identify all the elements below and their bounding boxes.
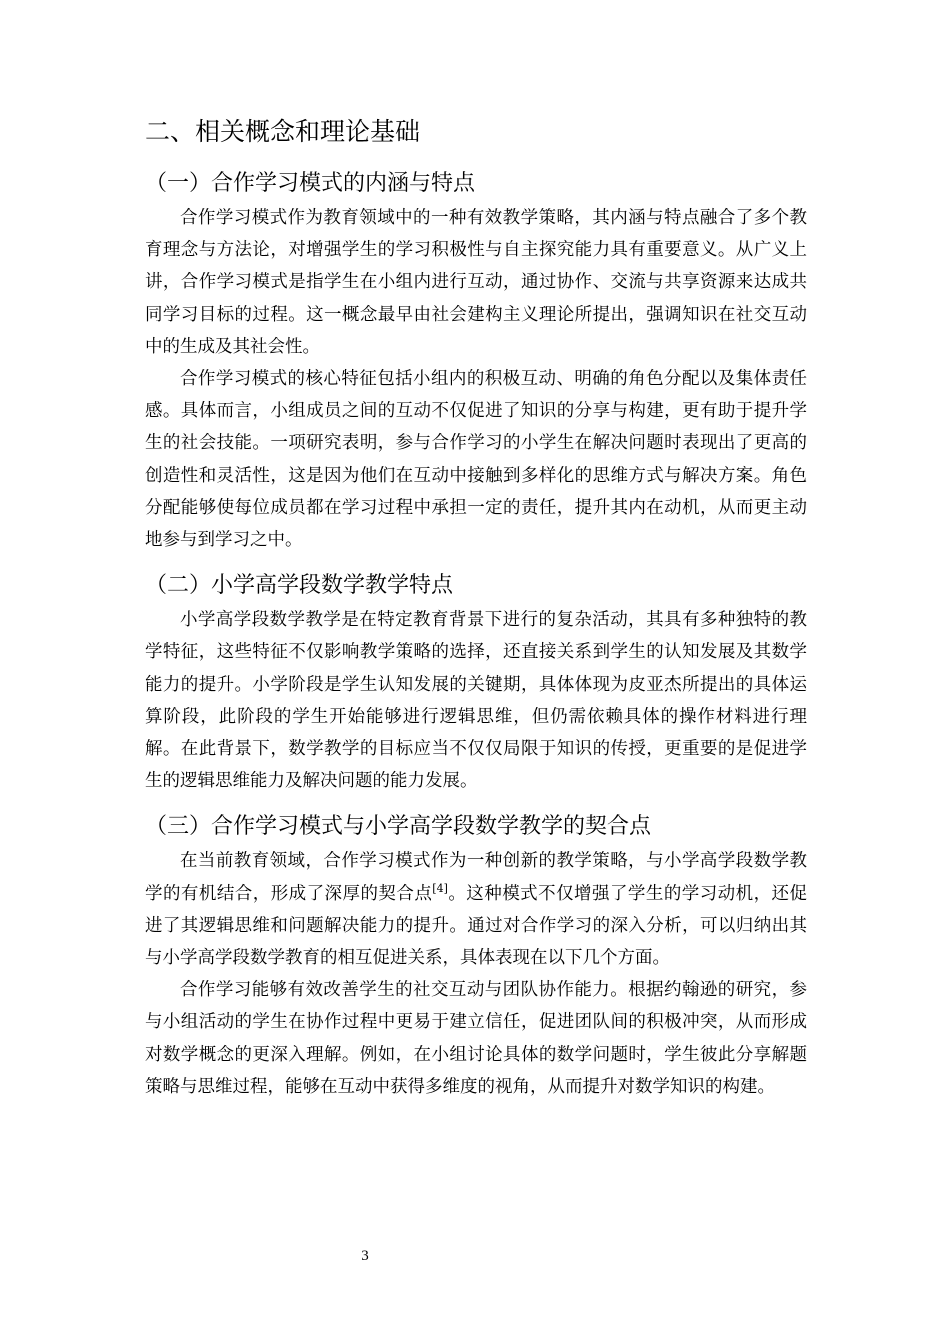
paragraph-text: 在当前教育领域，合作学习模式作为一种创新的教学策略，与小学高学段数学教学的有机结合，形成了深厚的契合点 bbox=[145, 851, 807, 904]
paragraph-text: 。这种模式不仅增强了学生的学习动机，还促进了其逻辑思维和问题解决能力的提升。通过对合作学习的深入分析，可以归纳出其与小学高学段数学教育的相互促进关系，具体表现在以下几个方面。 bbox=[145, 883, 808, 969]
page-number: 3 bbox=[361, 1248, 369, 1264]
paragraph-1-2: 合作学习模式的核心特征包括小组内的积极互动、明确的角色分配以及集体责任感。具体而言，小组成员之间的互动不仅促进了知识的分享与构建，更有助于提升学生的社会技能。一项研究表明，参与合作学习的小学生在解决问题时表现出了更高的创造性和灵活性，这是因为他们在互动中接触到多样化的思维方式与解决方案。角色分配能够使每位成员都在学习过程中承担一定的责任，提升其内在动机，从而更主动地参与到学习之中。 bbox=[145, 369, 807, 551]
paragraph-1-1: 合作学习模式作为教育领域中的一种有效教学策略，其内涵与特点融合了多个教育理念与方法论，对增强学生的学习积极性与自主探究能力具有重要意义。从广义上讲，合作学习模式是指学生在小组内进行互动，通过协作、交流与共享资源来达成共同学习目标的过程。这一概念最早由社会建构主义理论所提出，强调知识在社交互动中的生成及其社会性。 bbox=[145, 208, 807, 357]
page-content bbox=[145, 112, 807, 1103]
subsection-heading-2: （二）小学高学段数学教学特点 bbox=[145, 573, 454, 599]
citation-marker: [4] bbox=[432, 881, 448, 895]
paragraph-2-1: 小学高学段数学教学是在特定教育背景下进行的复杂活动，其具有多种独特的教学特征，这些特征不仅影响教学策略的选择，还直接关系到学生的认知发展及其数学能力的提升。小学阶段是学生认知发展的关键期，具体体现为皮亚杰所提出的具体运算阶段，此阶段的学生开始能够进行逻辑思维，但仍需依赖具体的操作材料进行理解。在此背景下，数学教学的目标应当不仅仅局限于知识的传授，更重要的是促进学生的逻辑思维能力及解决问题的能力发展。 bbox=[145, 610, 807, 792]
paragraph-3-1 bbox=[145, 845, 807, 974]
paragraph-3-2: 合作学习能够有效改善学生的社交互动与团队协作能力。根据约翰逊的研究，参与小组活动的学生在协作过程中更易于建立信任，促进团队间的积极冲突，从而形成对数学概念的更深入理解。例如，在小组讨论具体的数学问题时，学生彼此分享解题策略与思维过程，能够在互动中获得多维度的视角，从而提升对数学知识的构建。 bbox=[145, 980, 807, 1097]
section-title: 二、相关概念和理论基础 bbox=[145, 117, 421, 146]
subsection-heading-3: （三）合作学习模式与小学高学段数学教学的契合点 bbox=[145, 814, 652, 840]
subsection-heading-1: （一）合作学习模式的内涵与特点 bbox=[145, 171, 476, 196]
